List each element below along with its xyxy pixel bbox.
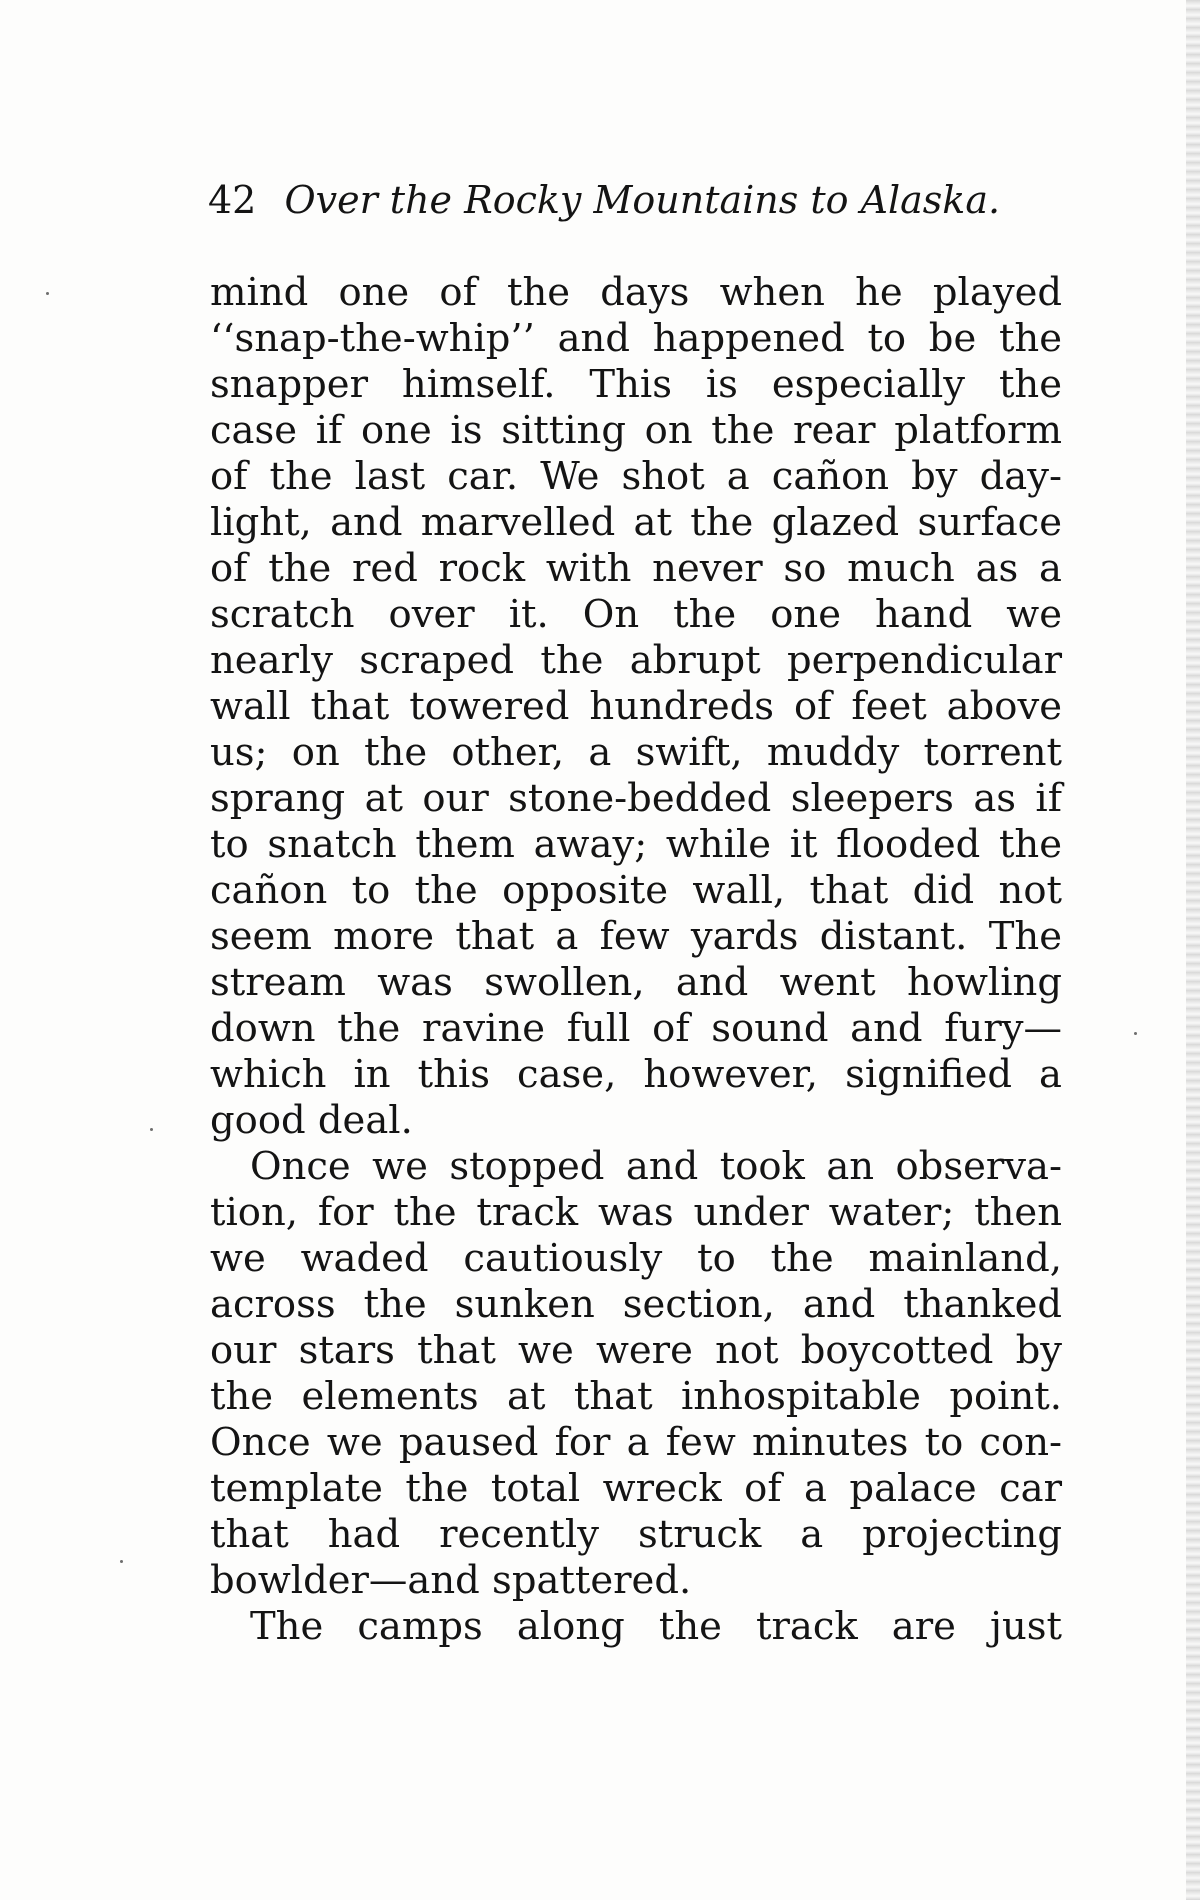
text-line: scratch over it. On the one hand we: [210, 592, 1062, 637]
text-line: wall that towered hundreds of feet above: [210, 684, 1062, 729]
page-number: 42: [208, 178, 257, 222]
text-line: ‘‘snap-the-whip’’ and happened to be the: [210, 316, 1062, 361]
text-line: light, and marvelled at the glazed surface: [210, 500, 1062, 545]
text-line: down the ravine full of sound and fury—: [210, 1006, 1062, 1051]
text-line: our stars that we were not boycotted by: [210, 1328, 1062, 1373]
text-line: which in this case, however, signified a: [210, 1052, 1062, 1097]
text-line: good deal.: [210, 1098, 413, 1143]
text-line: across the sunken section, and thanked: [210, 1282, 1062, 1327]
text-line: mind one of the days when he played: [210, 270, 1062, 315]
running-title: Over the Rocky Mountains to Alaska.: [284, 178, 1001, 222]
text-line: Once we stopped and took an observa-: [250, 1144, 1062, 1189]
text-line: the elements at that inhospitable point.: [210, 1374, 1062, 1419]
text-line: Once we paused for a few minutes to con-: [210, 1420, 1062, 1465]
paper-speck: [46, 292, 49, 295]
text-line: stream was swollen, and went howling: [210, 960, 1062, 1005]
page-edge-shadow: [1186, 0, 1200, 1900]
text-line: of the red rock with never so much as a: [210, 546, 1062, 591]
running-head: [208, 176, 1068, 224]
text-line: snapper himself. This is especially the: [210, 362, 1062, 407]
text-line: seem more that a few yards distant. The: [210, 914, 1062, 959]
text-line: bowlder—and spattered.: [210, 1558, 692, 1603]
text-line: sprang at our stone-bedded sleepers as if: [210, 776, 1062, 821]
text-line: of the last car. We shot a cañon by day-: [210, 454, 1062, 499]
text-line: cañon to the opposite wall, that did not: [210, 868, 1062, 913]
text-line: that had recently struck a projecting: [210, 1512, 1062, 1557]
paper-speck: [1134, 1032, 1137, 1035]
text-line: tion, for the track was under water; then: [210, 1190, 1062, 1235]
text-line: case if one is sitting on the rear platform: [210, 408, 1062, 453]
text-line: The camps along the track are just: [250, 1604, 1062, 1649]
text-line: template the total wreck of a palace car: [210, 1466, 1062, 1511]
text-line: we waded cautiously to the mainland,: [210, 1236, 1062, 1281]
paper-speck: [120, 1560, 123, 1563]
body-text: [210, 270, 1062, 1650]
text-line: us; on the other, a swift, muddy torrent: [210, 730, 1062, 775]
paper-speck: [150, 1128, 153, 1131]
text-line: to snatch them away; while it flooded the: [210, 822, 1062, 867]
text-line: nearly scraped the abrupt perpendicular: [210, 638, 1062, 683]
